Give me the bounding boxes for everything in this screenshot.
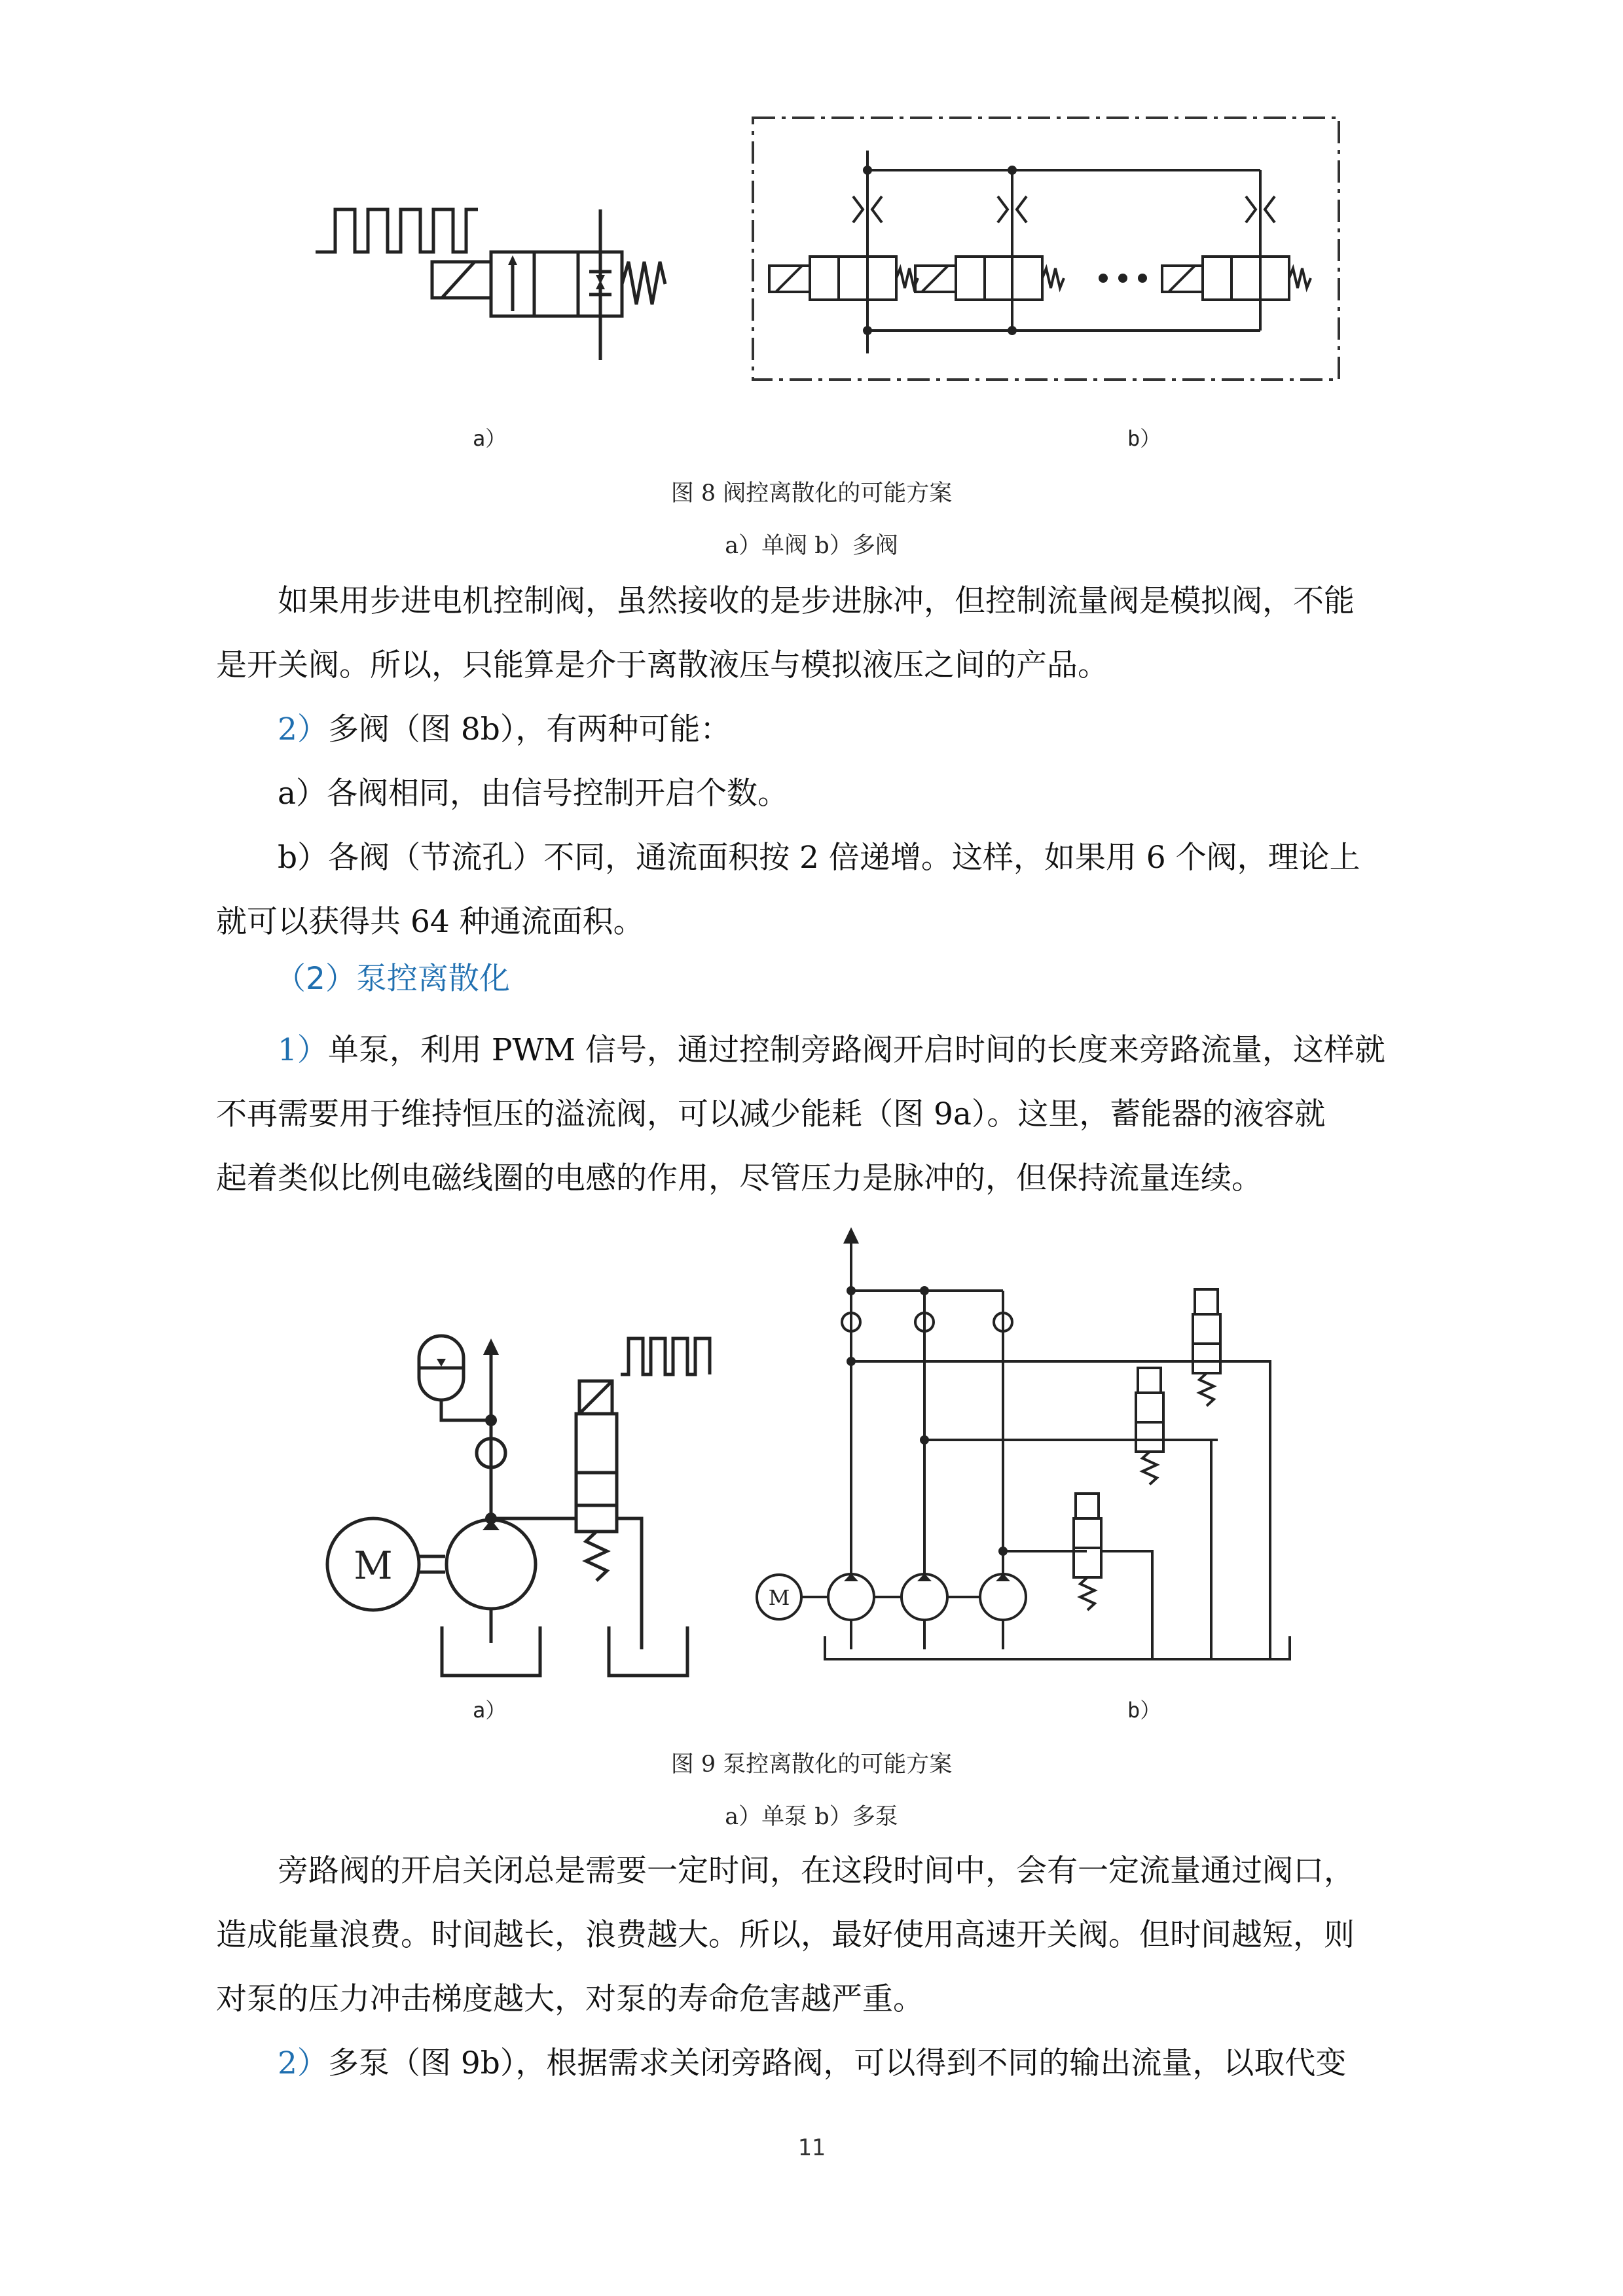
figure-9b-label: b） (1127, 1698, 1161, 1723)
pump-symbol (447, 1520, 536, 1609)
text-block-upper (216, 569, 1421, 954)
solenoid-coil (432, 262, 491, 298)
list-marker: 2） (278, 711, 328, 747)
valve-unit-2 (915, 196, 1064, 300)
pwm-signal-waveform (621, 1338, 710, 1374)
list-marker: 1） (278, 1032, 328, 1068)
tank-symbol (825, 1636, 1290, 1659)
list-text: 单泵，利用 PWM 信号，通过控制旁路阀开启时间的长度来旁路流量，这样就 (327, 1032, 1385, 1068)
page-number: 11 (797, 2135, 826, 2161)
paragraph-line: 对泵的压力冲击梯度越大，对泵的寿命危害越严重。 (216, 1981, 924, 2017)
pwm-signal-waveform (316, 209, 478, 252)
tank-symbol (609, 1626, 687, 1676)
paragraph-line: 旁路阀的开启关闭总是需要一定时间，在这段时间中，会有一定流量通过阀口， (278, 1853, 1355, 1889)
motor-label: M (354, 1543, 393, 1588)
paragraph-line: 就可以获得共 64 种通流面积。 (216, 904, 644, 940)
ellipsis-dot (1118, 274, 1127, 283)
text-block-pump (216, 1018, 1421, 1211)
valve-unit-n (1162, 196, 1311, 300)
figure-8a-label: a） (473, 426, 507, 451)
dashed-boundary (753, 118, 1339, 380)
section-heading: （2）泵控离散化 (275, 961, 510, 997)
figure-9-caption: 图 9 泵控离散化的可能方案 (670, 1751, 953, 1778)
list-item-2 (216, 698, 1421, 762)
list-marker: 2） (278, 2045, 328, 2081)
ellipsis-dot (1099, 274, 1108, 283)
figure-8-caption: 图 8 阀控离散化的可能方案 (670, 480, 953, 507)
paragraph-line: 如果用步进电机控制阀，虽然接收的是步进脉冲，但控制流量阀是模拟阀，不能 (278, 583, 1355, 619)
list-item-2b (216, 2032, 1421, 2096)
list-text: 多泵（图 9b），根据需求关闭旁路阀，可以得到不同的输出流量，以取代变 (327, 2045, 1347, 2081)
valve-unit-1 (769, 196, 918, 300)
paragraph-line: 造成能量浪费。时间越长，浪费越大。所以，最好使用高速开关阀。但时间越短，则 (216, 1917, 1355, 1953)
paragraph-line: 不再需要用于维持恒压的溢流阀，可以减少能耗（图 9a）。这里，蓄能器的液容就 (216, 1096, 1326, 1132)
figure-9-subcaption: a）单泵 b）多泵 (725, 1804, 898, 1830)
spring-symbol (622, 262, 665, 304)
ellipsis-dot (1138, 274, 1147, 283)
list-item-a: a）各阀相同，由信号控制开启个数。 (278, 776, 789, 812)
motor-label: M (768, 1585, 790, 1610)
figure-8b-label: b） (1127, 426, 1161, 451)
figure-9a-label: a） (473, 1698, 507, 1723)
figure-8a-single-valve-diagram (308, 190, 714, 380)
figure-8b-multi-valve-diagram (746, 111, 1349, 393)
paragraph-line: b）各阀（节流孔）不同，通流面积按 2 倍递增。这样，如果用 6 个阀，理论上 (278, 840, 1360, 876)
paragraph-line: 是开关阀。所以，只能算是介于离散液压与模拟液压之间的产品。 (216, 647, 1108, 683)
figure-9b-multi-pump-diagram (753, 1224, 1316, 1682)
spring-symbol (586, 1532, 607, 1581)
paragraph-line: 起着类似比例电磁线圈的电感的作用，尽管压力是脉冲的，但保持流量连续。 (216, 1160, 1262, 1196)
text-block-lower (216, 1839, 1421, 2096)
list-item-1 (216, 1018, 1421, 1083)
list-text: 多阀（图 8b），有两种可能： (327, 711, 731, 747)
figure-8-subcaption: a）单阀 b）多阀 (725, 533, 898, 559)
figure-9a-single-pump-diagram (321, 1322, 766, 1689)
